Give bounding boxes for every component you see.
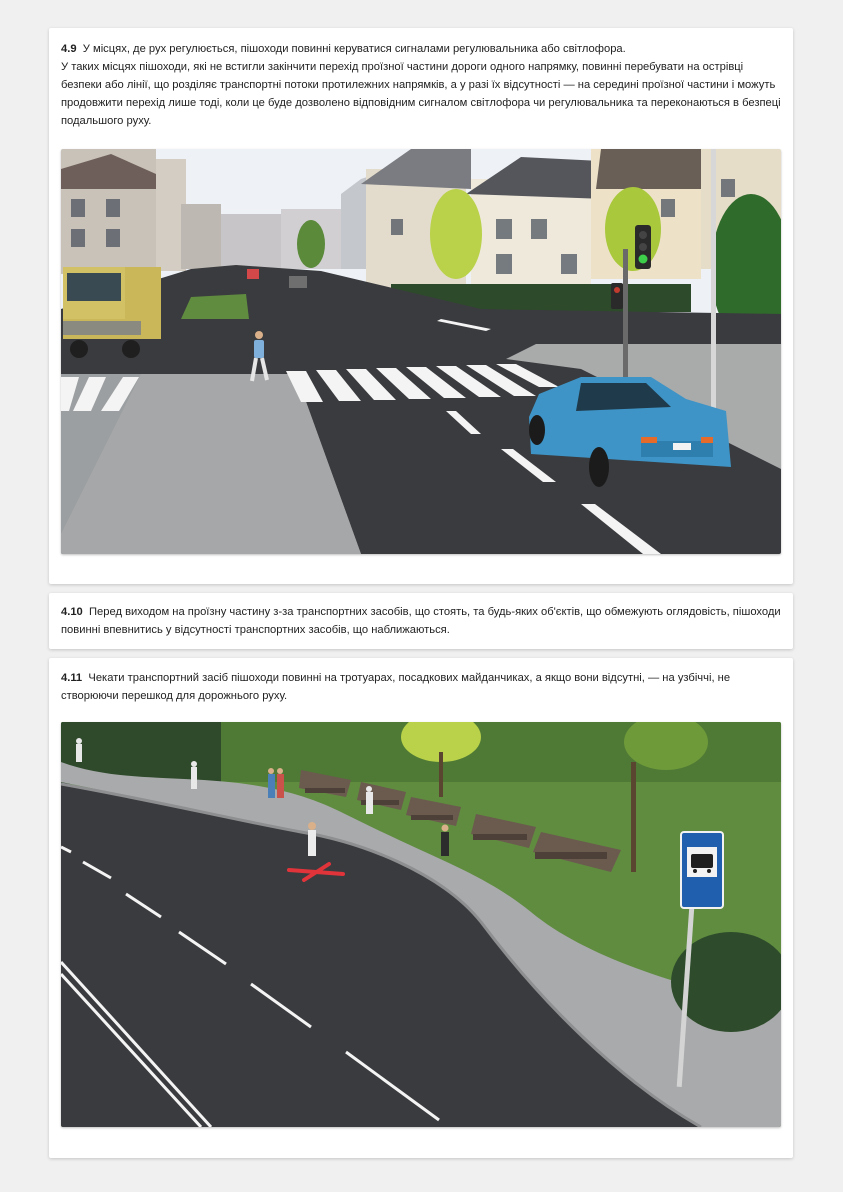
section-paragraph: У таких місцях пішоходи, які не встигли закінчити перехід проїзної частини дороги одного напрямку, повинні перебувати на острівці безпеки або лінії, що розділяє транспортні потоки протилежних напрямків, а у разі їх відсутності — на середині проїзної частини і можуть продовжити перехід лише тоді, коли це буде дозволено відповідним сигналом світлофора чи регулювальника та переконаються в безпеці подальшого руху.: [61, 61, 781, 127]
intersection-illustration: [61, 149, 781, 554]
bus-stop-illustration: [61, 722, 781, 1127]
section-number: 4.10: [61, 606, 83, 618]
section-number: 4.11: [61, 672, 83, 684]
section-4-9-card: [49, 28, 793, 584]
section-paragraph: Перед виходом на проїзну частину з-за транспортних засобів, що стоять, та будь-яких об'єктів, що обмежують оглядовість, пішоходи повинні впевнитись у відсутності транспортних засобів, що наближаються.: [61, 606, 781, 636]
section-4-11-card: [49, 658, 793, 1158]
section-paragraph: У місцях, де рух регулюється, пішоходи повинні керуватися сигналами регулювальника або світлофора.: [82, 43, 626, 55]
section-4-9-text: [61, 40, 781, 130]
section-number: 4.9: [61, 43, 77, 55]
section-4-11-text: [61, 669, 781, 705]
section-4-10-text: [61, 603, 781, 639]
section-paragraph: Чекати транспортний засіб пішоходи повинні на тротуарах, посадкових майданчиках, а якщо вони відсутні, — на узбіччі, не створюючи перешкод для дорожнього руху.: [61, 672, 731, 702]
section-4-10-card: [49, 593, 793, 649]
